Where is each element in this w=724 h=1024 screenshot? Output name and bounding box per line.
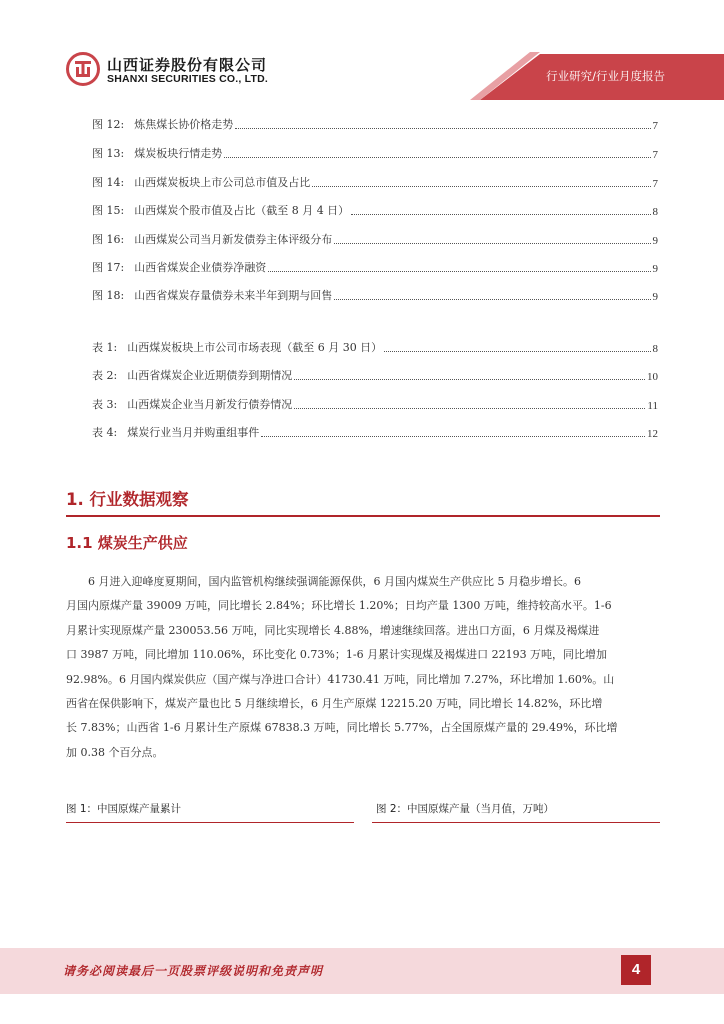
company-logo-icon	[66, 52, 100, 86]
toc-page: 9	[652, 235, 658, 247]
paragraph-line: 6 月进入迎峰度夏期间，国内监管机构继续强调能源保供，6 月国内煤炭生产供应比 5 月稳步增长。6	[88, 575, 581, 588]
paragraph-line: 92.98%。6 月国内煤炭供应（国产煤与净进口合计）41730.41 万吨，同比增加 7.27%，环比增加 1.60%。山	[66, 672, 615, 686]
toc-title: 山西省煤炭存量债券未来半年到期与回售	[134, 289, 333, 302]
report-category: 行业研究/行业月度报告	[546, 69, 665, 83]
toc-title: 山西省煤炭企业近期债券到期情况	[127, 369, 293, 382]
toc-leader	[261, 436, 645, 437]
paragraph-line: 月国内原煤产量 39009 万吨，同比增长 2.84%；环比增长 1.20%；日均产量 1300 万吨，维持较高水平。1-6	[66, 599, 612, 613]
toc-leader	[294, 408, 645, 409]
toc-label: 图 12:	[92, 118, 125, 131]
toc-title: 山西煤炭个股市值及占比（截至 8 月 4 日）	[134, 204, 350, 217]
toc-title: 山西煤炭板块上市公司总市值及占比	[134, 176, 311, 189]
toc-title: 煤炭行业当月并购重组事件	[127, 426, 260, 439]
toc-page: 8	[652, 206, 658, 218]
toc-entry[interactable]	[92, 396, 658, 412]
body-paragraph	[66, 570, 660, 765]
toc-label: 图 13:	[92, 147, 125, 160]
toc-label: 图 16:	[92, 233, 125, 246]
toc-leader	[294, 379, 645, 380]
toc-title: 山西煤炭企业当月新发行债券情况	[127, 398, 293, 411]
toc-leader	[384, 351, 650, 352]
footer-disclaimer: 请务必阅读最后一页股票评级说明和免责声明	[63, 964, 324, 978]
toc-title: 炼焦煤长协价格走势	[134, 118, 234, 131]
section-heading: 1. 行业数据观察	[66, 490, 189, 509]
toc-title: 煤炭板块行情走势	[134, 147, 223, 160]
toc-title: 山西省煤炭企业债券净融资	[134, 261, 267, 274]
subsection-heading: 1.1 煤炭生产供应	[66, 534, 188, 552]
toc-entry[interactable]	[92, 287, 658, 303]
toc-leader	[268, 271, 650, 272]
toc-label: 图 17:	[92, 261, 125, 274]
toc-page: 10	[647, 371, 658, 383]
toc-leader	[235, 128, 650, 129]
toc-page: 12	[647, 428, 658, 440]
paragraph-line: 月累计实现原煤产量 230053.56 万吨，同比实现增长 4.88%，增速继续回落。进出口方面，6 月煤及褐煤进	[66, 623, 600, 637]
figure-2-rule	[372, 822, 660, 823]
toc-entry[interactable]	[92, 145, 658, 161]
toc-entry[interactable]	[92, 174, 658, 190]
paragraph-line: 长 7.83%；山西省 1-6 月累计生产原煤 67838.3 万吨，同比增长 5.77%，占全国原煤产量的 29.49%，环比增	[66, 721, 618, 735]
figure-1-rule	[66, 822, 354, 823]
toc-label: 表 4:	[92, 426, 118, 439]
toc-entry[interactable]	[92, 116, 658, 132]
toc-entry[interactable]	[92, 367, 658, 383]
toc-entry[interactable]	[92, 202, 658, 218]
company-name-en: SHANXI SECURITIES CO., LTD.	[107, 73, 268, 85]
toc-page: 9	[652, 263, 658, 275]
figure-2-caption: 图 2：中国原煤产量（当月值，万吨）	[376, 803, 555, 815]
section-divider	[66, 515, 660, 517]
toc-leader	[351, 214, 650, 215]
toc-entry[interactable]	[92, 231, 658, 247]
toc-label: 图 15:	[92, 204, 125, 217]
toc-page: 7	[652, 149, 658, 161]
toc-title: 山西煤炭公司当月新发债券主体评级分布	[134, 233, 333, 246]
page-number: 4	[621, 955, 651, 985]
toc-label: 图 14:	[92, 176, 125, 189]
figure-1-caption: 图 1：中国原煤产量累计	[66, 803, 182, 815]
toc-page: 7	[652, 178, 658, 190]
toc-page: 7	[652, 120, 658, 132]
company-name-cn: 山西证券股份有限公司	[107, 56, 268, 74]
toc-leader	[224, 157, 650, 158]
toc-entry[interactable]	[92, 424, 658, 440]
toc-page: 8	[652, 343, 658, 355]
toc-label: 表 3:	[92, 398, 118, 411]
page-header	[0, 0, 724, 100]
toc-page: 9	[652, 291, 658, 303]
toc-entry[interactable]	[92, 259, 658, 275]
toc-leader	[312, 186, 650, 187]
toc-entry[interactable]	[92, 339, 658, 355]
paragraph-line: 口 3987 万吨，同比增加 110.06%，环比变化 0.73%；1-6 月累计实现煤及褐煤进口 22193 万吨，同比增加	[66, 648, 608, 662]
toc-leader	[334, 243, 650, 244]
toc-label: 表 1:	[92, 341, 118, 354]
paragraph-line: 加 0.38 个百分点。	[66, 745, 164, 759]
header-red-band	[0, 0, 724, 100]
toc-title: 山西煤炭板块上市公司市场表现（截至 6 月 30 日）	[127, 341, 383, 354]
toc-label: 表 2:	[92, 369, 118, 382]
toc-label: 图 18:	[92, 289, 125, 302]
paragraph-line: 西省在保供影响下，煤炭产量也比 5 月继续增长，6 月生产原煤 12215.20 万吨，同比增长 14.82%，环比增	[66, 696, 603, 710]
toc-leader	[334, 299, 650, 300]
toc-page: 11	[647, 400, 658, 412]
